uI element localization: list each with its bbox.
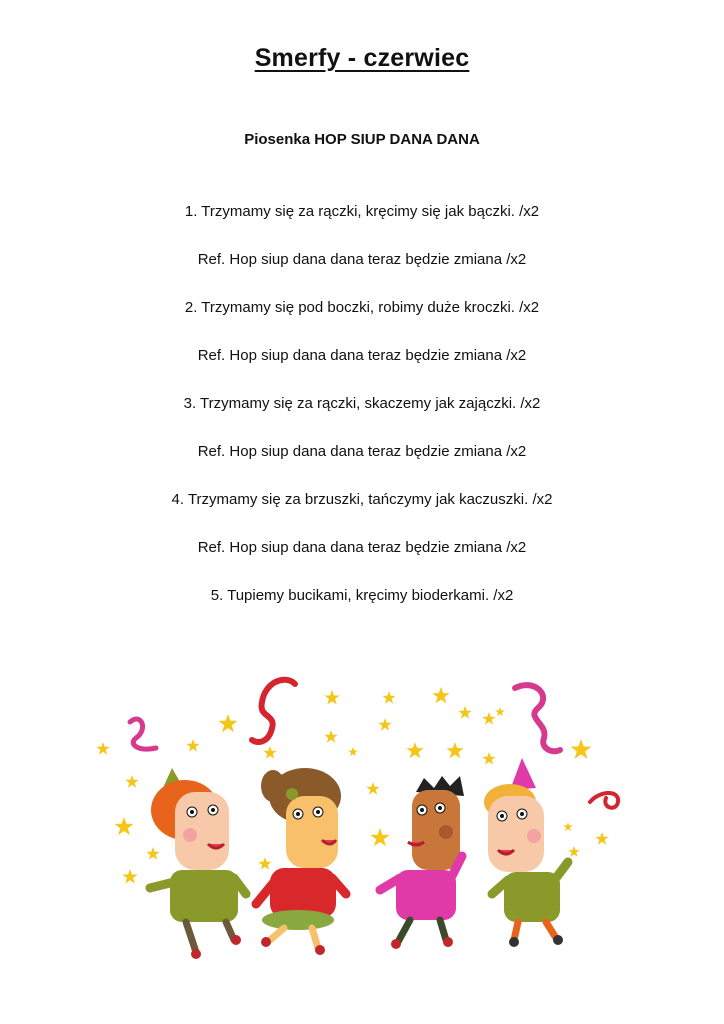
song-title: Piosenka HOP SIUP DANA DANA — [244, 131, 480, 148]
lyric-line: 5. Tupiemy bucikami, kręcimy bioderkami. /x2 — [210, 587, 514, 604]
lyric-line: 2. Trzymamy się pod boczki, robimy duże kroczki. /x2 — [184, 299, 540, 316]
kid-black-hair — [380, 776, 464, 949]
lyric-line: 3. Trzymamy się za rączki, skaczemy jak zajączki. /x2 — [183, 395, 541, 412]
lyric-line: 1. Trzymamy się za rączki, kręcimy się jak bączki. /x2 — [184, 203, 540, 220]
party-kids-illustration — [90, 672, 640, 962]
lyric-line: Ref. Hop siup dana dana teraz będzie zmiana /x2 — [197, 539, 527, 556]
kid-blond-hair — [484, 758, 568, 947]
document-title: Smerfy - czerwiec — [254, 44, 470, 72]
song-lyrics — [0, 202, 724, 634]
kid-orange-hair — [150, 768, 246, 959]
kid-brown-ponytail — [256, 768, 346, 955]
lyric-line: 4. Trzymamy się za brzuszki, tańczymy jak kaczuszki. /x2 — [171, 491, 553, 508]
lyric-line: Ref. Hop siup dana dana teraz będzie zmiana /x2 — [197, 251, 527, 268]
lyric-line: Ref. Hop siup dana dana teraz będzie zmiana /x2 — [197, 347, 527, 364]
lyric-line: Ref. Hop siup dana dana teraz będzie zmiana /x2 — [197, 443, 527, 460]
